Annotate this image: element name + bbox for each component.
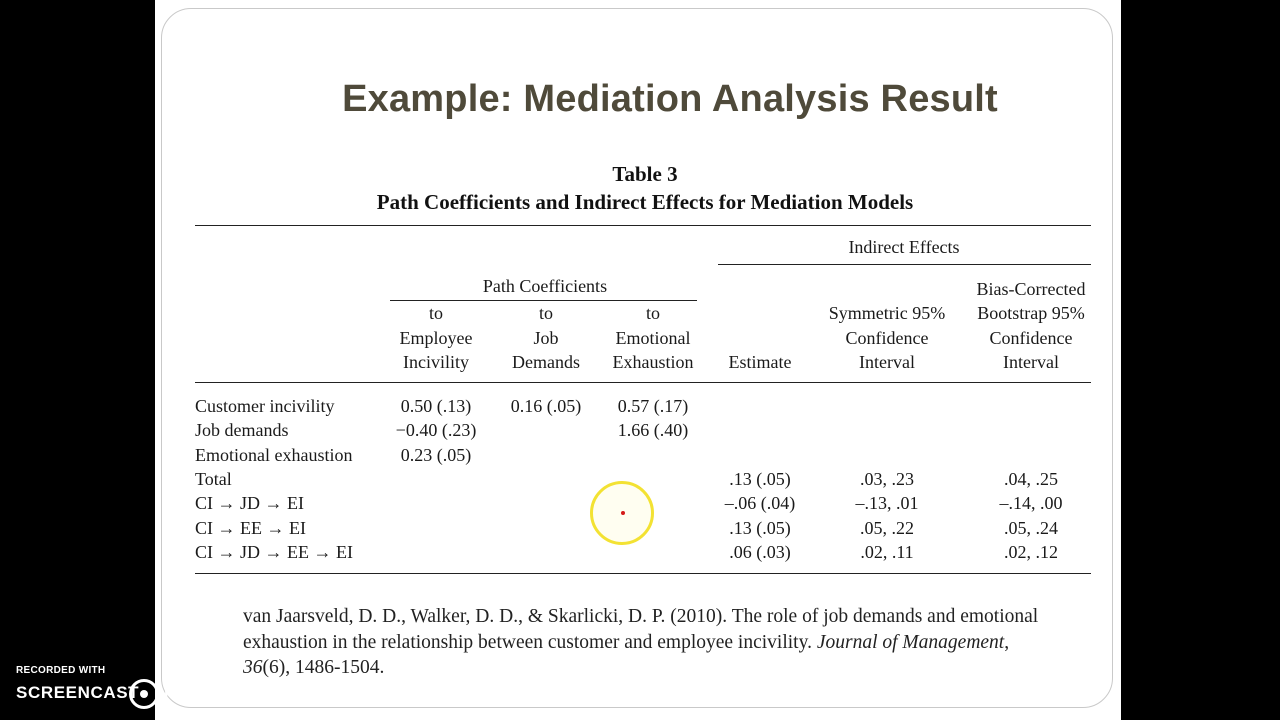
citation [243, 604, 1043, 681]
column-header-emotional-exhaustion: to [645, 303, 661, 323]
table-cell-bias-corrected-ci: .02, .12 [1004, 541, 1058, 562]
citation-sep: , [1004, 631, 1010, 653]
citation-volume: 36 [243, 657, 263, 678]
screencast-logo-icon [129, 679, 159, 709]
column-header-job-demands: to [538, 303, 554, 323]
citation-journal: Journal of Management [816, 631, 1005, 653]
table-cell-estimate: .13 (.05) [729, 517, 791, 538]
column-header-employee-incivility: Incivility [403, 352, 469, 372]
row-label: CI → JD → EE → EI [195, 541, 353, 562]
table-cell-emotional-exhaustion: 0.57 (.17) [617, 396, 689, 416]
table-label: Table 3 [612, 162, 678, 186]
column-header-symmetric-ci: Symmetric 95% [828, 303, 946, 323]
column-header-estimate: Estimate [728, 352, 792, 372]
table-bottom-rule [195, 573, 1091, 574]
header-bottom-rule [195, 382, 1091, 383]
citation-issue-pages: (6), 1486-1504. [262, 657, 385, 678]
column-header-symmetric-ci: Confidence [845, 327, 929, 348]
watermark-suffix: MATIC [164, 683, 220, 702]
column-header-symmetric-ci: Interval [859, 352, 915, 372]
citation-text: van Jaarsveld, D. D., Walker, D. D., & Skarlicki, D. P. (2010). The role of job demands and emotional exhaustion in the relationship between customer and employee incivility. [243, 606, 1039, 653]
column-header-bias-corrected-ci: Bootstrap 95% [977, 303, 1085, 323]
column-header-job-demands: Job [533, 327, 559, 348]
column-header-employee-incivility: Employee [399, 327, 473, 348]
row-label: CI → JD → EI [195, 493, 304, 514]
path-coefficients-header: Path Coefficients [482, 276, 608, 296]
row-label: CI → EE → EI [195, 517, 306, 538]
table-cell-employee-incivility: 0.23 (.05) [400, 444, 472, 465]
cursor-pointer [621, 511, 625, 515]
table-cell-bias-corrected-ci: .04, .25 [1004, 468, 1058, 489]
table-caption: Path Coefficients and Indirect Effects for Mediation Models [376, 190, 914, 214]
table-cell-emotional-exhaustion: 1.66 (.40) [617, 420, 689, 441]
column-header-job-demands: Demands [512, 352, 580, 372]
column-header-bias-corrected-ci: Confidence [989, 327, 1073, 348]
row-label: Job demands [195, 420, 289, 441]
watermark-recorded-with: RECORDED WITH [16, 665, 106, 676]
row-label: Customer incivility [195, 396, 335, 416]
table-cell-estimate: .06 (.03) [729, 541, 791, 562]
indirect-effects-header: Indirect Effects [848, 237, 960, 257]
row-label: Total [195, 468, 232, 489]
column-header-bias-corrected-ci: Interval [1003, 352, 1059, 372]
table-cell-symmetric-ci: –.13, .01 [855, 493, 919, 514]
column-header-emotional-exhaustion: Exhaustion [612, 352, 694, 372]
indirect-effects-rule [718, 264, 1091, 265]
table-cell-bias-corrected-ci: .05, .24 [1004, 517, 1058, 538]
column-header-bias-corrected-ci: Bias-Corrected [976, 278, 1086, 299]
column-header-emotional-exhaustion: Emotional [615, 327, 691, 348]
table-cell-job-demands: 0.16 (.05) [510, 396, 582, 416]
table-cell-symmetric-ci: .02, .11 [860, 541, 914, 562]
slide-title: Example: Mediation Analysis Result [342, 78, 998, 120]
table-cell-bias-corrected-ci: –.14, .00 [999, 493, 1063, 514]
table-cell-estimate: .13 (.05) [729, 468, 791, 489]
screencast-logo-dot [140, 690, 148, 698]
table-cell-employee-incivility: 0.50 (.13) [400, 396, 472, 416]
table-cell-symmetric-ci: .05, .22 [860, 517, 914, 538]
column-header-employee-incivility: to [428, 303, 444, 323]
table-cell-employee-incivility: −0.40 (.23) [395, 420, 477, 441]
table-cell-estimate: –.06 (.04) [724, 493, 796, 514]
watermark-brand: SCREENCAST [16, 683, 140, 702]
row-label: Emotional exhaustion [195, 444, 353, 465]
table-top-rule [195, 225, 1091, 226]
table-cell-symmetric-ci: .03, .23 [860, 468, 914, 489]
